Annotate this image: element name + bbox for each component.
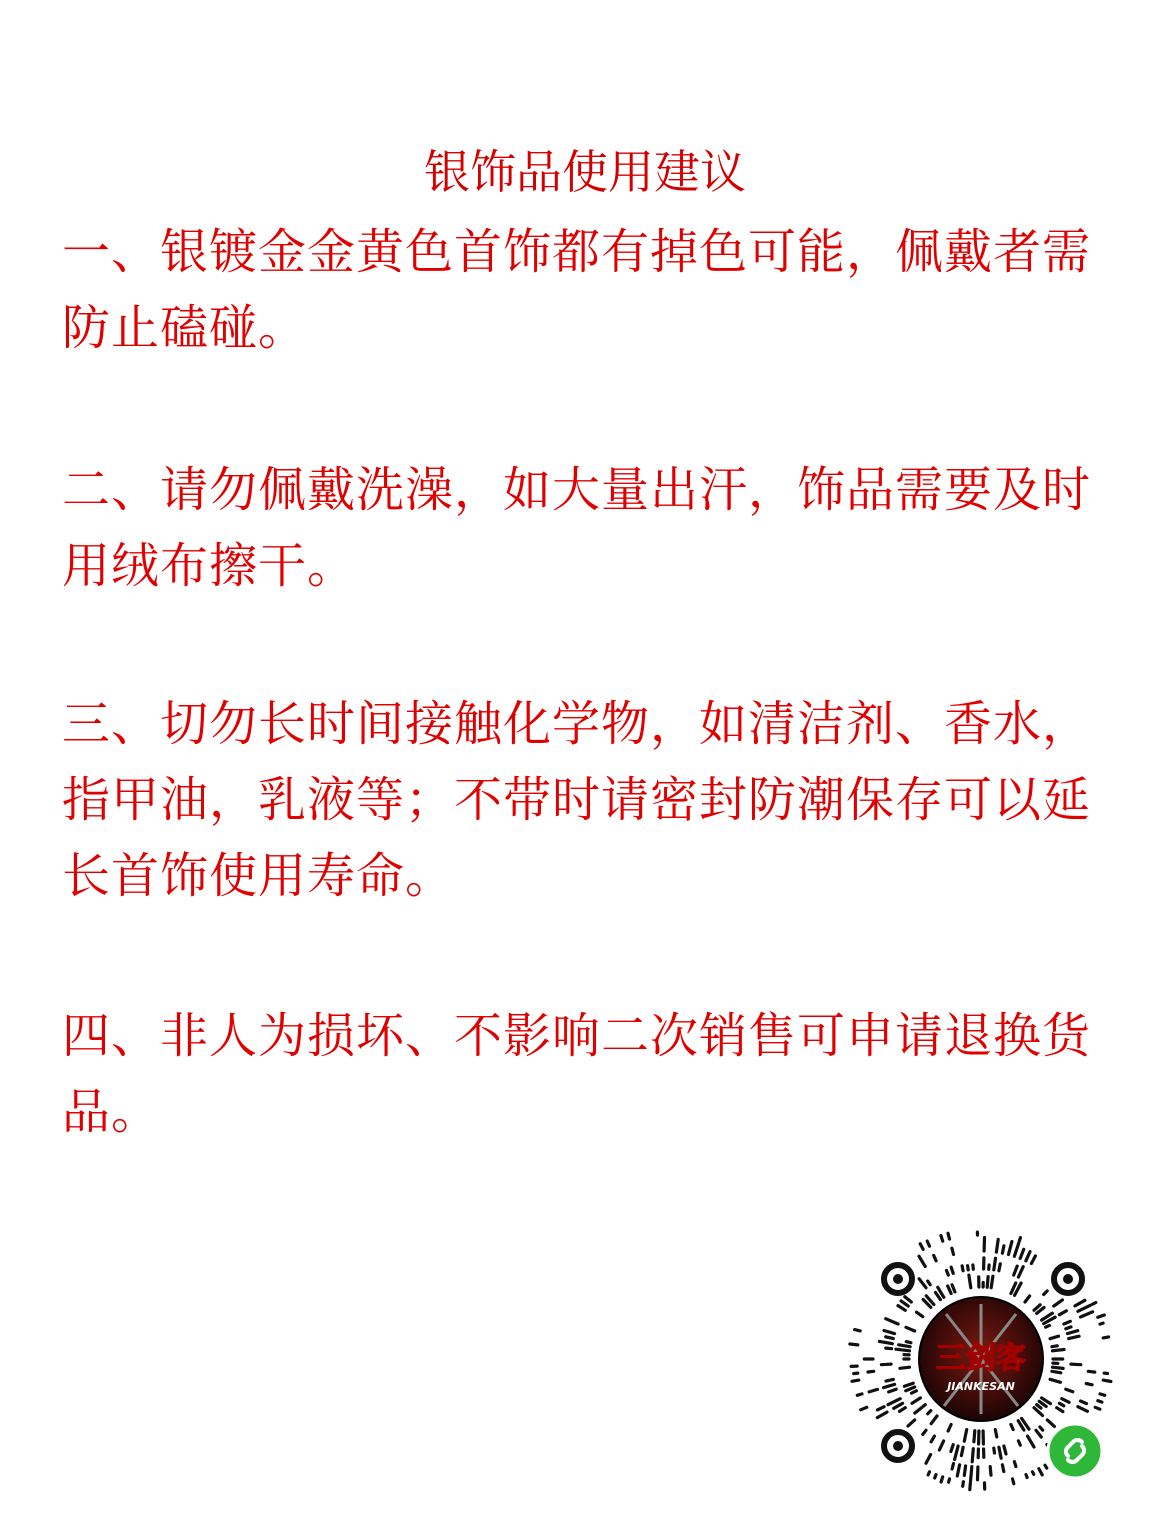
code-dash: [969, 1275, 971, 1288]
code-dash: [1018, 1267, 1023, 1277]
code-dash: [877, 1412, 887, 1418]
code-dash: [1054, 1300, 1063, 1306]
code-dash: [1103, 1380, 1111, 1381]
logo-text: 三剑客: [936, 1341, 1026, 1376]
code-dash: [901, 1301, 908, 1306]
code-dash: [1052, 1346, 1057, 1347]
code-dash: [1026, 1475, 1027, 1478]
code-dash: [1004, 1446, 1006, 1454]
code-dash: [906, 1387, 915, 1391]
code-dash: [1053, 1367, 1064, 1368]
code-dash: [926, 1455, 931, 1464]
code-dash: [964, 1430, 966, 1442]
code-dash: [919, 1256, 925, 1266]
code-dash: [906, 1342, 911, 1343]
code-dash: [972, 1449, 973, 1462]
code-dash: [990, 1467, 991, 1476]
code-dash: [936, 1293, 941, 1300]
code-dash: [1081, 1401, 1087, 1404]
code-dash: [1078, 1305, 1090, 1311]
code-dash: [948, 1233, 950, 1239]
finder-eye-bottom-left: [884, 1432, 912, 1460]
code-dash: [935, 1475, 936, 1478]
link-badge-icon: [1046, 1422, 1104, 1480]
code-dash: [857, 1394, 862, 1395]
code-dash: [884, 1384, 895, 1387]
code-dash: [908, 1420, 915, 1426]
code-dash: [915, 1405, 926, 1414]
code-dash: [888, 1399, 900, 1405]
code-dash: [1037, 1405, 1041, 1409]
code-dash: [920, 1244, 923, 1250]
code-dash: [963, 1482, 964, 1487]
code-dash: [886, 1348, 892, 1349]
code-dash: [923, 1430, 926, 1434]
code-dash: [964, 1466, 965, 1476]
code-dash: [947, 1270, 949, 1275]
code-dash: [1100, 1323, 1103, 1324]
code-dash: [928, 1472, 929, 1475]
code-dash: [1088, 1371, 1095, 1372]
code-dash: [899, 1345, 910, 1347]
logo-subtext: JIANKESAN: [947, 1380, 1015, 1393]
code-dash: [995, 1430, 997, 1437]
code-dash: [952, 1464, 953, 1470]
advice-item-3: 三、切勿长时间接触化学物，如清洁剂、香水，指甲油，乳液等；不带时请密封防潮保存可以延长首饰使用寿命。: [62, 696, 1092, 904]
code-dash: [1095, 1407, 1100, 1409]
code-dash: [948, 1425, 951, 1432]
code-dash: [898, 1306, 905, 1311]
finder-eye-top-left: [884, 1265, 912, 1293]
code-dash: [850, 1344, 858, 1345]
code-dash: [994, 1258, 996, 1270]
code-dash: [861, 1407, 867, 1410]
code-dash: [1002, 1246, 1004, 1253]
code-dash: [971, 1467, 972, 1481]
code-dash: [1014, 1243, 1018, 1256]
page-title: 银饰品使用建议: [424, 145, 746, 199]
code-dash: [1028, 1436, 1035, 1447]
code-dash: [919, 1279, 926, 1288]
code-dash: [904, 1383, 913, 1386]
advice-item-2: 二、请勿佩戴洗澡，如大量出汗，饰品需要及时用绒布擦干。: [62, 462, 1092, 594]
code-dash: [1098, 1401, 1102, 1402]
advice-item-4: 四、非人为损坏、不影响二次销售可申请退换货品。: [62, 1008, 1092, 1140]
code-dash: [952, 1285, 955, 1292]
code-dash: [1013, 1479, 1014, 1484]
code-dash: [1044, 1291, 1048, 1295]
code-dash: [854, 1373, 858, 1374]
code-dash: [889, 1389, 897, 1392]
code-dash: [1014, 1266, 1018, 1275]
code-dash: [955, 1446, 959, 1460]
code-dash: [855, 1330, 861, 1331]
code-dash: [928, 1281, 931, 1285]
code-dash: [994, 1448, 995, 1453]
code-dash: [912, 1391, 917, 1393]
code-dash: [949, 1479, 950, 1482]
code-dash: [886, 1379, 893, 1381]
code-dash: [884, 1331, 895, 1334]
code-dash: [999, 1447, 1001, 1458]
code-dash: [1103, 1337, 1108, 1338]
code-dash: [1031, 1256, 1035, 1264]
code-dash: [1086, 1384, 1092, 1385]
code-dash: [1078, 1407, 1088, 1412]
code-dash: [881, 1364, 891, 1365]
code-dash: [1039, 1469, 1042, 1475]
code-dash: [1046, 1325, 1050, 1327]
code-dash: [905, 1297, 912, 1302]
code-dash: [974, 1431, 975, 1442]
code-dash: [852, 1380, 859, 1381]
code-dash: [952, 1248, 954, 1254]
code-dash: [991, 1276, 993, 1288]
code-dash: [931, 1416, 937, 1424]
code-dash: [1033, 1472, 1034, 1475]
code-dash: [1071, 1364, 1081, 1365]
code-dash: [1059, 1311, 1066, 1315]
code-dash: [970, 1483, 971, 1490]
code-dash: [879, 1341, 892, 1343]
code-dash: [1053, 1350, 1065, 1351]
code-dash: [900, 1408, 906, 1412]
code-dash: [931, 1436, 934, 1442]
code-dash: [968, 1266, 969, 1270]
code-dash: [886, 1319, 898, 1324]
code-dash: [1020, 1249, 1024, 1258]
code-dash: [951, 1267, 953, 1273]
code-dash: [886, 1337, 894, 1339]
code-dash: [1040, 1427, 1043, 1430]
code-dash: [1075, 1300, 1085, 1306]
code-dash: [987, 1277, 988, 1288]
code-dash: [941, 1477, 943, 1482]
code-dash: [1064, 1321, 1070, 1324]
code-dash: [912, 1398, 920, 1403]
code-dash: [1025, 1296, 1030, 1302]
code-dash: [1009, 1242, 1012, 1255]
code-dash: [1019, 1238, 1020, 1241]
code-dash: [1050, 1336, 1058, 1339]
code-dash: [1057, 1408, 1063, 1412]
code-dash: [894, 1403, 903, 1408]
code-dash: [1066, 1327, 1071, 1329]
code-dash: [1011, 1425, 1013, 1430]
code-dash: [1014, 1462, 1016, 1467]
code-dash: [1069, 1336, 1079, 1338]
code-dash: [939, 1441, 943, 1450]
advice-item-1: 一、银镀金金黄色首饰都有掉色可能，佩戴者需防止磕碰。: [62, 224, 1092, 356]
code-dash: [1036, 1430, 1041, 1437]
code-dash: [1100, 1394, 1105, 1395]
code-dash: [1081, 1312, 1093, 1317]
code-dash: [868, 1371, 874, 1372]
code-dash: [900, 1367, 910, 1368]
code-dash: [1066, 1389, 1073, 1392]
code-dash: [1002, 1465, 1003, 1472]
code-dash: [951, 1445, 953, 1452]
code-dash: [1067, 1331, 1077, 1334]
code-dash: [1050, 1379, 1060, 1382]
code-dash: [948, 1286, 951, 1294]
code-dash: [941, 1236, 943, 1242]
code-dash: [1026, 1252, 1030, 1261]
code-dash: [996, 1239, 998, 1252]
code-dash: [1018, 1441, 1020, 1445]
code-dash: [917, 1312, 923, 1317]
code-dash: [1062, 1399, 1069, 1403]
code-dash: [961, 1447, 963, 1455]
code-dash: [962, 1266, 963, 1271]
code-dash: [877, 1407, 884, 1410]
code-dash: [1059, 1403, 1063, 1406]
code-dash: [1092, 1303, 1096, 1305]
code-dash: [1052, 1371, 1061, 1373]
finder-eye-top-right: [1054, 1265, 1082, 1293]
code-dash: [928, 1411, 931, 1414]
code-dash: [906, 1327, 915, 1331]
logo-emblem: [919, 1297, 1043, 1421]
code-dash: [934, 1255, 936, 1260]
code-dash: [927, 1241, 929, 1246]
code-dash: [896, 1349, 910, 1351]
code-dash: [869, 1389, 877, 1392]
code-dash: [957, 1465, 959, 1476]
code-dash: [999, 1264, 1000, 1271]
code-dash: [1098, 1315, 1105, 1317]
